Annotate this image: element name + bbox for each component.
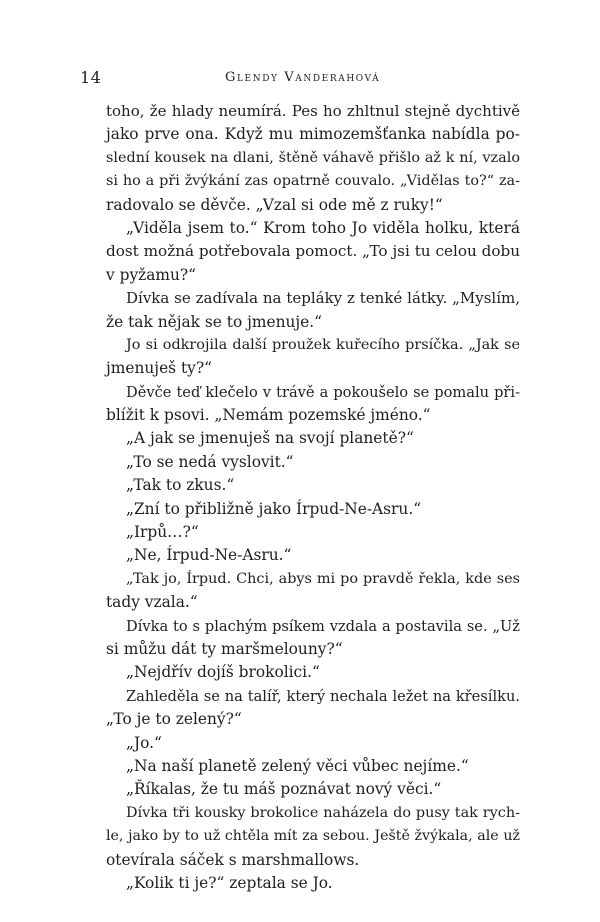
- text-line: le, jako by to už chtěla mít za sebou. Ještě žvýkala, ale už: [106, 828, 520, 845]
- text-line: „Na naší planetě zelený věci vůbec nejíme.“: [126, 756, 469, 775]
- text-line: „Tak to zkus.“: [126, 476, 235, 495]
- text-line: si můžu dát ty maršmelouny?“: [106, 639, 343, 658]
- text-line: Zahleděla se na talíř, který nechala ležet na křesílku.: [126, 687, 520, 705]
- text-line: „Jo.“: [126, 733, 162, 752]
- text-line: otevírala sáček s marshmallows.: [106, 850, 360, 869]
- text-line: jako prve ona. Když mu mimozemšťanka nabídla po-: [106, 125, 520, 144]
- text-line: „Zní to přibližně jako Írpud-Ne-Asru.“: [126, 499, 422, 518]
- text-line: si ho a při žvýkání zas opatrně couvalo. „Vidělas to?“ za-: [106, 173, 520, 190]
- text-line: radovalo se děvče. „Vzal si ode mě z ruky!“: [106, 195, 443, 214]
- text-line: tady vzala.“: [106, 593, 198, 612]
- text-line: „Říkalas, že tu máš poznávat nový věci.“: [126, 780, 442, 799]
- page-header: [0, 68, 600, 90]
- text-line: jmenuješ ty?“: [106, 359, 212, 378]
- text-line: „Nejdřív dojíš brokolici.“: [126, 663, 320, 682]
- text-line: Děvče teď klečelo v trávě a pokoušelo se pomalu při-: [126, 383, 520, 401]
- text-line: že tak nějak se to jmenuje.“: [106, 312, 323, 331]
- text-line: „Irpů…?“: [126, 523, 199, 542]
- text-line: „To se nedá vyslovit.“: [126, 452, 294, 471]
- text-line: „Ne, Írpud-Ne-Asru.“: [126, 546, 292, 565]
- text-line: „Kolik ti je?“ zeptala se Jo.: [126, 873, 333, 892]
- text-line: dost možná potřebovala pomoct. „To jsi tu celou dobu: [106, 242, 520, 261]
- text-line: „A jak se jmenuješ na svojí planetě?“: [126, 429, 414, 448]
- running-title: Glendy Vanderahová: [225, 70, 381, 85]
- text-line: v pyžamu?“: [106, 265, 197, 284]
- text-line: blížit k psovi. „Nemám pozemské jméno.“: [106, 406, 431, 425]
- text-line: slední kousek na dlani, štěně váhavě přišlo až k ní, vzalo: [106, 149, 520, 166]
- text-line: Jo si odkrojila další proužek kuřecího prsíčka. „Jak se: [126, 336, 520, 353]
- text-line: Dívka tři kousky brokolice naházela do pusy tak rych-: [126, 804, 520, 821]
- text-line: „To je to zelený?“: [106, 710, 242, 729]
- body-text: [106, 100, 520, 895]
- page-number: 14: [80, 68, 102, 87]
- text-line: „Tak jo, Írpud. Chci, abys mi po pravdě řekla, kde ses: [126, 570, 520, 587]
- text-line: toho, že hlady neumírá. Pes ho zhltnul stejně dychtivě: [106, 102, 520, 120]
- text-line: Dívka se zadívala na tepláky z tenké látky. „Myslím,: [126, 289, 520, 308]
- text-line: „Viděla jsem to.“ Krom toho Jo viděla holku, která: [126, 218, 520, 237]
- text-line: Dívka to s plachým psíkem vzdala a postavila se. „Už: [126, 617, 520, 635]
